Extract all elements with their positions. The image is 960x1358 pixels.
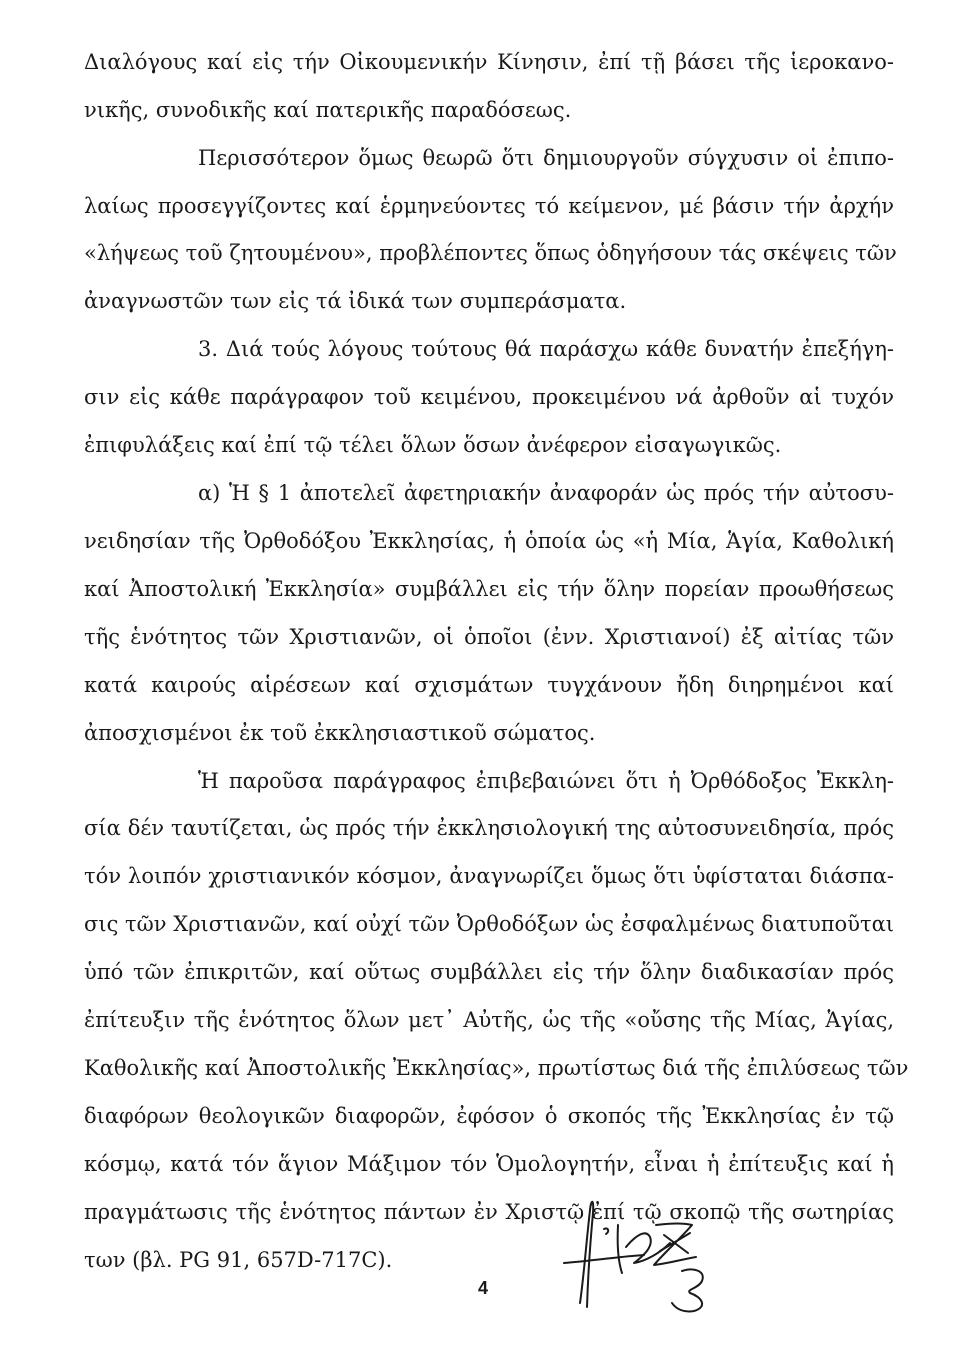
text-line: νειδησίαν τῆς Ὀρθοδόξου Ἐκκλησίας, ἡ ὁποία ὡς «ἡ Μία, Ἁγία, Καθολική (84, 529, 894, 553)
text-line: λαίως προσεγγίζοντες καί ἑρμηνεύοντες τό κείμενον, μέ βάσιν τήν ἀρχήν (84, 194, 894, 218)
text-line: «λήψεως τοῦ ζητουμένου», προβλέποντες ὅπως ὁδηγήσουν τάς σκέψεις τῶν (84, 241, 897, 265)
text-line: ἐπίτευξιν τῆς ἑνότητος ὅλων μετ᾽ Αὐτῆς, ὡς τῆς «οὔσης τῆς Μίας, Ἁγίας, (84, 1008, 894, 1032)
text-line: καί Ἀποστολική Ἐκκλησία» συμβάλλει εἰς τήν ὅλην πορείαν προωθήσεως (84, 577, 894, 601)
text-line: ἀναγνωστῶν των εἰς τά ἰδικά των συμπεράσματα. (84, 289, 627, 313)
text-line: κόσμῳ, κατά τόν ἅγιον Μάξιμον τόν Ὁμολογητήν, εἶναι ἡ ἐπίτευξις καί ἡ (84, 1152, 894, 1176)
text-line: Περισσότερον ὅμως θεωρῶ ὅτι δημιουργοῦν σύγχυσιν οἱ ἐπιπο- (198, 146, 894, 170)
text-line: των (βλ. PG 91, 657D-717C). (84, 1248, 393, 1272)
text-line: πραγμάτωσις τῆς ἑνότητος πάντων ἐν Χριστῷ ἐπί τῷ σκοπῷ τῆς σωτηρίας (84, 1200, 894, 1224)
text-line: κατά καιρούς αἱρέσεων καί σχισμάτων τυγχάνουν ἤδη διηρημένοι καί (84, 673, 894, 697)
text-line: 3. Διά τούς λόγους τούτους θά παράσχω κάθε δυνατήν ἐπεξήγη- (198, 337, 894, 361)
text-line: τόν λοιπόν χριστιανικόν κόσμον, ἀναγνωρίζει ὅμως ὅτι ὑφίσταται διάσπα- (84, 864, 894, 888)
text-line: Διαλόγους καί εἰς τήν Οἰκουμενικήν Κίνησιν, ἐπί τῇ βάσει τῆς ἱεροκανο- (84, 50, 894, 74)
text-line: Ἡ παροῦσα παράγραφος ἐπιβεβαιώνει ὅτι ἡ Ὀρθόδοξος Ἐκκλη- (198, 769, 894, 793)
text-line: ὑπό τῶν ἐπικριτῶν, καί οὕτως συμβάλλει εἰς τήν ὅλην διαδικασίαν πρός (84, 960, 894, 984)
text-line: ἐπιφυλάξεις καί ἐπί τῷ τέλει ὅλων ὅσων ἀνέφερον εἰσαγωγικῶς. (84, 433, 782, 457)
text-line: τῆς ἑνότητος τῶν Χριστιανῶν, οἱ ὁποῖοι (ἐνν. Χριστιανοί) ἐξ αἰτίας τῶν (84, 625, 894, 649)
page-number: 4 (478, 1278, 489, 1298)
text-line: νικῆς, συνοδικῆς καί πατερικῆς παραδόσεως. (84, 98, 572, 122)
text-line: σις τῶν Χριστιανῶν, καί οὐχί τῶν Ὀρθοδόξων ὡς ἐσφαλμένως διατυποῦται (84, 912, 894, 936)
text-line: σία δέν ταυτίζεται, ὡς πρός τήν ἐκκλησιολογική της αὐτοσυνειδησία, πρός (84, 816, 894, 840)
text-line: α) Ἡ § 1 ἀποτελεῖ ἀφετηριακήν ἀναφοράν ὡς πρός τήν αὐτοσυ- (198, 481, 894, 505)
text-line: διαφόρων θεολογικῶν διαφορῶν, ἐφόσον ὁ σκοπός τῆς Ἐκκλησίας ἐν τῷ (84, 1104, 894, 1128)
text-line: ἀποσχισμένοι ἐκ τοῦ ἐκκλησιαστικοῦ σώματος. (84, 721, 596, 745)
signature-image (560, 1185, 730, 1315)
text-line: Καθολικῆς καί Ἀποστολικῆς Ἐκκλησίας», πρωτίστως διά τῆς ἐπιλύσεως τῶν (84, 1056, 909, 1080)
text-line: σιν εἰς κάθε παράγραφον τοῦ κειμένου, προκειμένου νά ἀρθοῦν αἱ τυχόν (84, 385, 894, 409)
